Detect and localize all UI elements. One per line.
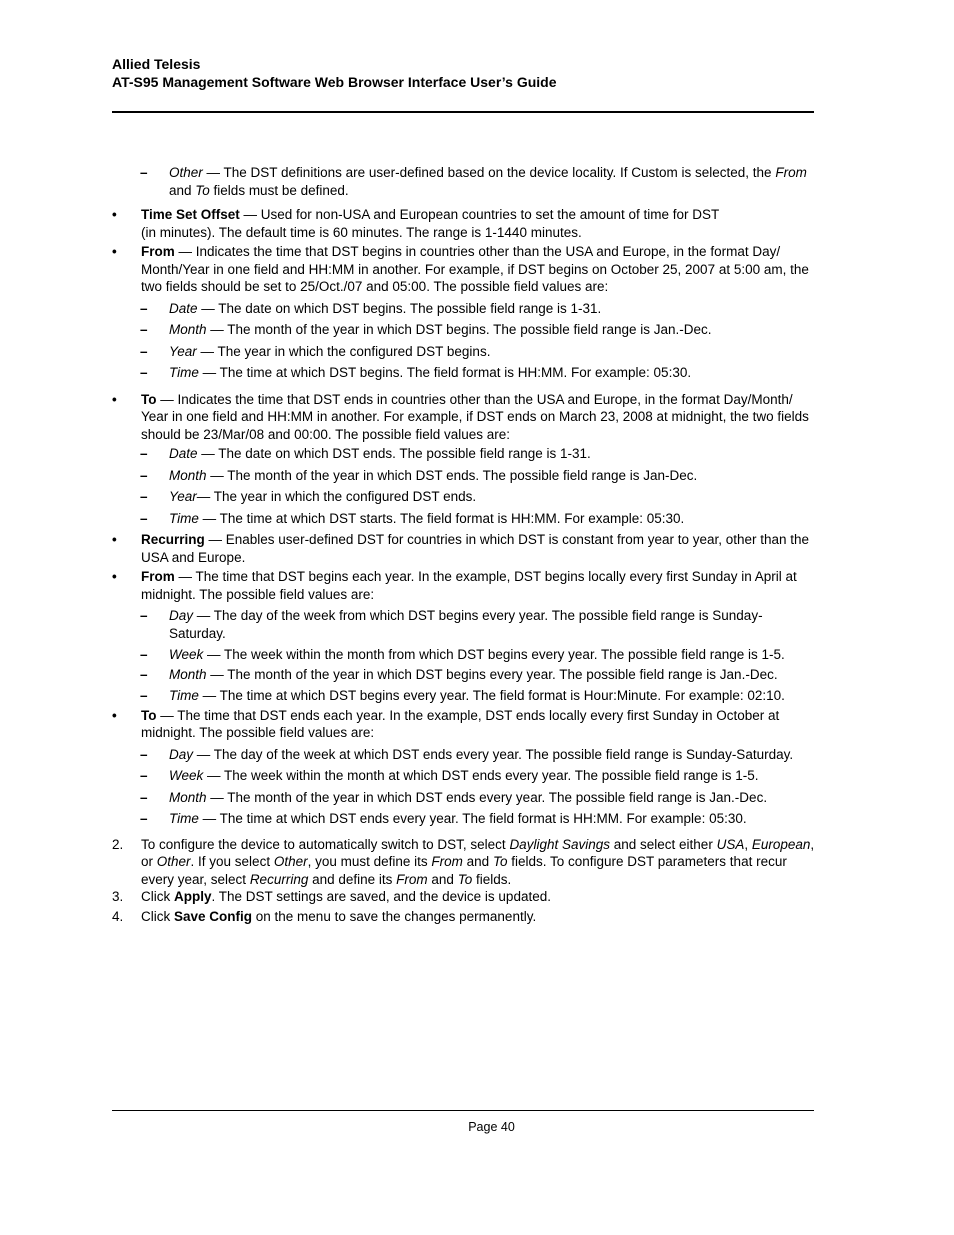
text-run: — The year in which the configured DST begins. — [196, 343, 491, 359]
bullet-list-item — [112, 391, 817, 444]
italic-term: Month — [169, 467, 207, 483]
italic-term: Week — [169, 647, 204, 662]
italic-term: European — [751, 836, 811, 852]
dash-marker: – — [140, 811, 148, 826]
page-number: Page 40 — [468, 1120, 515, 1134]
text-run: — The time that DST begins each year. In the example, DST begins locally every first Sunday in April at midnight. The possible field values are: — [141, 569, 797, 602]
item-text — [141, 889, 551, 904]
italic-term: Year — [169, 343, 197, 359]
text-run: To configure the device to automatically switch to DST, select — [141, 836, 510, 852]
company-name: Allied Telesis — [112, 56, 201, 72]
text-run: — The date on which DST begins. The possible field range is 1-31. — [197, 300, 602, 316]
dash-marker: – — [140, 647, 148, 662]
dash-marker: – — [140, 789, 148, 805]
italic-term: Other — [273, 854, 308, 869]
item-text — [169, 811, 747, 826]
sub-list-item — [112, 810, 817, 828]
text-run: and — [169, 182, 196, 198]
text-run: — The date on which DST ends. The possible field range is 1-31. — [197, 446, 591, 461]
dash-marker: – — [140, 343, 148, 359]
text-run: — The week within the month from which DST begins every year. The possible field range is 1-5. — [203, 647, 785, 662]
text-run: fields. — [472, 871, 512, 887]
bold-term: To — [141, 707, 157, 723]
bold-term: From — [141, 569, 175, 584]
sub-list-item — [112, 687, 817, 705]
text-run: — Indicates the time that DST ends in countries other than the USA and Europe, in the format Day/Month/ Year in one field and HH:MM in another. For example, if DST ends on March 23, 2008 at midnight, the two fields should be 23/Mar/08 and 00:00. The possible field values are: — [141, 391, 809, 442]
item-text — [169, 511, 684, 526]
text-run: — The month of the year in which DST ends. The possible field range is Jan-Dec. — [206, 467, 698, 483]
italic-term: USA — [716, 836, 745, 852]
document-header — [112, 55, 814, 91]
italic-term: Time — [169, 365, 199, 380]
item-text — [169, 489, 476, 504]
text-run: — The day of the week from which DST begins every year. The possible field range is Sunday- Saturday. — [169, 608, 763, 641]
text-run: — Indicates the time that DST begins in countries other than the USA and Europe, in the format Day/ Month/Year in one field and HH:MM in another. For example, if DST begins on October 25, 2007 at 5:00 am, the two fields should be set to 25/Oct./07 and 05:00. The possible field values are: — [141, 244, 809, 294]
sub-list-item — [112, 445, 817, 463]
italic-term: To — [492, 854, 508, 869]
sub-list-item — [112, 467, 817, 485]
italic-term: Other — [169, 165, 203, 180]
item-text — [169, 768, 759, 783]
italic-term: From — [396, 871, 428, 887]
text-run: and select either — [610, 836, 717, 852]
text-run: fields must be defined. — [209, 182, 349, 198]
text-run: on the menu to save the changes permanently. — [252, 908, 537, 924]
text-run: — The time at which DST begins every year. The field format is Hour:Minute. For example: 02:10. — [198, 688, 785, 703]
text-run: fields. To configure DST parameters that recur every year, select — [141, 854, 787, 887]
item-text — [169, 322, 712, 337]
italic-term: Recurring — [249, 871, 309, 887]
bold-term: To — [141, 391, 157, 407]
dash-marker: – — [140, 165, 148, 180]
item-text — [169, 790, 767, 805]
step-number: 3. — [112, 889, 124, 904]
bullet-marker: • — [112, 707, 117, 723]
bullet-list-item — [112, 707, 817, 742]
bullet-marker: • — [112, 207, 117, 222]
item-text — [169, 647, 785, 662]
numbered-step — [112, 836, 817, 889]
bullet-marker: • — [112, 569, 117, 584]
bold-term: Recurring — [141, 532, 205, 547]
italic-term: Day — [169, 608, 194, 623]
text-run: and — [427, 871, 458, 887]
item-text — [141, 244, 809, 294]
item-text — [141, 708, 779, 741]
item-text — [169, 344, 490, 359]
item-text — [169, 446, 591, 461]
sub-list-item — [112, 488, 817, 506]
sub-list-item — [112, 343, 817, 361]
sub-list-item — [112, 646, 817, 664]
dash-marker: – — [140, 322, 148, 337]
sub-list-item — [112, 364, 817, 382]
text-run: Click — [141, 908, 174, 924]
bullet-list-item — [112, 531, 817, 566]
numbered-step — [112, 888, 817, 906]
text-run: — Enables user-defined DST for countries in which DST is constant from year to year, other than the USA and Europe. — [141, 532, 810, 565]
sub-list-item — [112, 300, 817, 318]
bold-term: From — [141, 244, 175, 259]
text-run: . If you select — [190, 854, 274, 869]
item-text — [169, 301, 601, 316]
sub-list-item — [112, 321, 817, 339]
text-run: — The time that DST ends each year. In the example, DST ends locally every first Sunday in October at midnight. The possible field values are: — [141, 707, 780, 740]
sub-list-item — [112, 789, 817, 807]
step-number: 4. — [112, 908, 124, 924]
dash-marker: – — [140, 666, 148, 682]
text-run: — The time at which DST starts. The field format is HH:MM. For example: 05:30. — [198, 510, 685, 526]
dash-marker: – — [140, 489, 148, 504]
bullet-list-item — [112, 243, 817, 296]
item-text — [141, 532, 809, 565]
text-run: (in minutes). The default time is 60 minutes. The range is 1-1440 minutes. — [141, 224, 582, 240]
italic-term: Week — [169, 768, 204, 783]
italic-term: Day — [169, 746, 194, 762]
dash-marker: – — [140, 768, 148, 783]
dash-marker: – — [140, 688, 148, 703]
text-run: , you must define its — [307, 854, 432, 869]
italic-term: Date — [169, 446, 198, 461]
text-run: — The month of the year in which DST ends every year. The possible field range is Jan.-Dec. — [206, 789, 768, 805]
dash-marker: – — [140, 467, 148, 483]
text-run: — The month of the year in which DST begins. The possible field range is Jan.-Dec. — [206, 322, 712, 337]
bold-term: Time Set Offset — [141, 207, 240, 222]
item-text — [141, 569, 797, 602]
text-run: Click — [141, 889, 174, 904]
sub-list-item — [112, 767, 817, 785]
text-run: — The DST definitions are user-defined based on the device locality. If Custom is selected, the — [202, 165, 776, 180]
item-text — [169, 165, 807, 198]
numbered-step — [112, 908, 817, 926]
text-run: — The time at which DST ends every year. The field format is HH:MM. For example: 05:30. — [198, 811, 747, 826]
header-rule — [112, 111, 814, 113]
italic-term: To — [457, 871, 473, 887]
item-text — [169, 688, 785, 703]
sub-list-item — [112, 164, 817, 199]
item-text — [169, 608, 763, 641]
sub-list-item — [112, 607, 817, 642]
text-run: — The month of the year in which DST begins every year. The possible field range is Jan.-Dec. — [206, 666, 778, 682]
italic-term: Month — [169, 789, 207, 805]
bullet-marker: • — [112, 391, 117, 407]
dash-marker: – — [140, 608, 148, 623]
text-run: , — [744, 836, 752, 852]
italic-term: From — [431, 854, 463, 869]
bold-term: Apply — [174, 889, 212, 904]
bullet-list-item — [112, 568, 817, 603]
dash-marker: – — [140, 446, 148, 461]
sub-list-item — [112, 746, 817, 764]
italic-term: Month — [169, 666, 207, 682]
dash-marker: – — [140, 746, 148, 762]
document-title: AT-S95 Management Software Web Browser Interface User’s Guide — [112, 74, 557, 90]
dash-marker: – — [140, 365, 148, 380]
italic-term: Time — [169, 688, 199, 703]
text-run: — The year in which the configured DST ends. — [196, 489, 477, 504]
document-body — [112, 164, 817, 925]
italic-term: Time — [169, 510, 199, 526]
item-text — [141, 207, 719, 240]
bold-term: Save Config — [174, 908, 253, 924]
item-text — [169, 747, 793, 762]
sub-list-item — [112, 666, 817, 684]
text-run: and — [462, 854, 493, 869]
bullet-marker: • — [112, 532, 117, 547]
bullet-marker: • — [112, 244, 117, 259]
italic-term: From — [775, 165, 807, 180]
item-text — [141, 909, 536, 924]
text-run: — The time at which DST begins. The field format is HH:MM. For example: 05:30. — [198, 365, 692, 380]
footer-rule — [112, 1110, 814, 1111]
italic-term: Month — [169, 322, 207, 337]
italic-term: Year — [169, 489, 197, 504]
italic-term: To — [195, 182, 210, 198]
italic-term: Time — [169, 811, 199, 826]
step-number: 2. — [112, 836, 124, 852]
italic-term: Daylight Savings — [509, 836, 610, 852]
text-run: . The DST settings are saved, and the device is updated. — [211, 889, 551, 904]
text-run: — Used for non-USA and European countries to set the amount of time for DST — [239, 207, 720, 222]
dash-marker: – — [140, 300, 148, 316]
item-text — [169, 365, 691, 380]
italic-term: Date — [169, 300, 198, 316]
text-run: and define its — [308, 871, 397, 887]
item-text — [169, 468, 697, 483]
item-text — [141, 837, 814, 887]
item-text — [169, 667, 778, 682]
text-run: — The day of the week at which DST ends every year. The possible field range is Sunday-Saturday. — [193, 746, 794, 762]
italic-term: Other — [156, 854, 191, 869]
sub-list-item — [112, 510, 817, 528]
dash-marker: – — [140, 510, 148, 526]
bullet-list-item — [112, 206, 817, 241]
item-text — [141, 392, 809, 442]
text-run: , or — [141, 836, 815, 869]
text-run: — The week within the month at which DST ends every year. The possible field range is 1-5. — [203, 768, 759, 783]
